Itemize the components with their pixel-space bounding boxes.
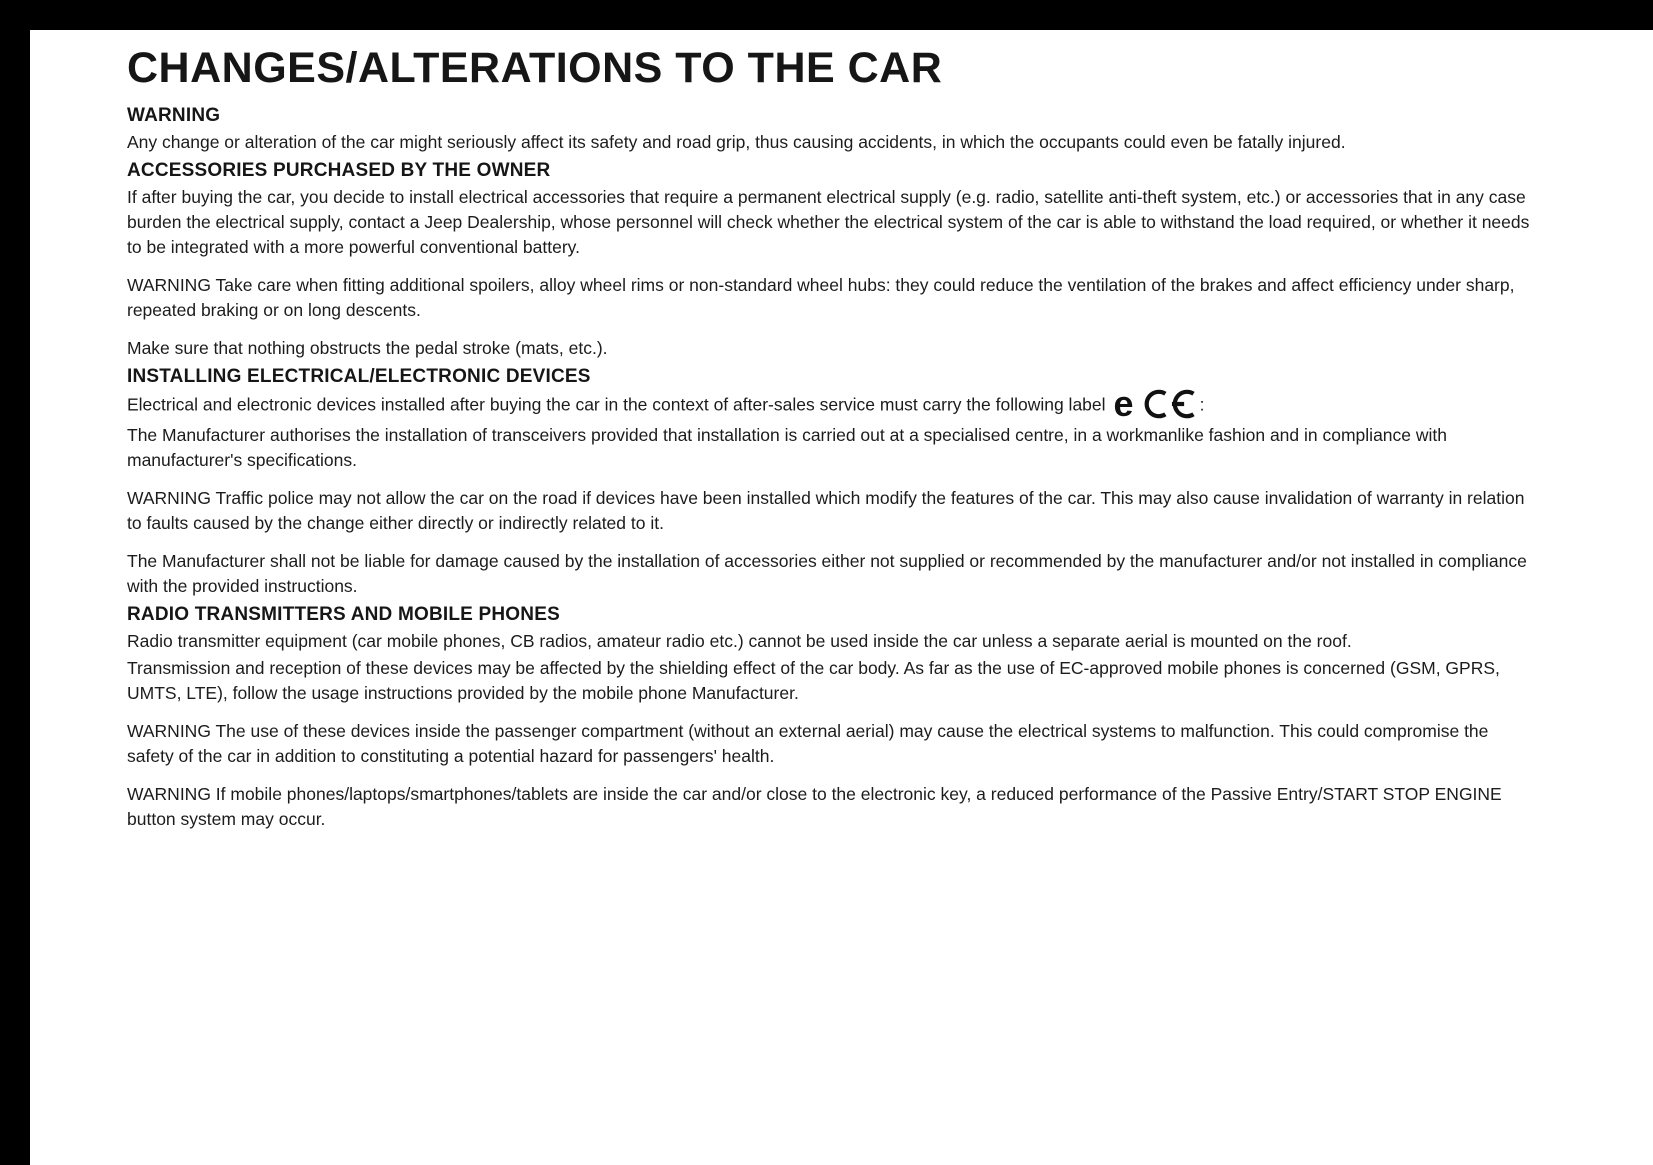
paragraph: Any change or alteration of the car might seriously affect its safety and road grip, thus causing accidents, in which the occupants could even be fatally injured. (127, 132, 1346, 153)
page-title: CHANGES/ALTERATIONS TO THE CAR (127, 44, 943, 92)
paragraph: The Manufacturer authorises the installation of transceivers provided that installation is carried out at a specialised centre, in a workmanlike fashion and in compliance with manufacturer's specifications. (127, 425, 1447, 471)
paragraph-with-label-marks (127, 383, 1535, 425)
paragraph: WARNING If mobile phones/laptops/smartphones/tablets are inside the car and/or close to the electronic key, a reduced performance of the Passive Entry/START STOP ENGINE button system may occur. (127, 784, 1502, 830)
paragraph: WARNING Take care when fitting additional spoilers, alloy wheel rims or non-standard wheel hubs: they could reduce the ventilation of the brakes and affect efficiency under sharp, repeated braking or on long descents. (127, 275, 1515, 321)
section-heading-installing-devices: INSTALLING ELECTRICAL/ELECTRONIC DEVICES (127, 366, 591, 388)
page-edge-top-bar (0, 0, 1653, 30)
label-text-before: Electrical and electronic devices installed after buying the car in the context of after-sales service must carry the following label (127, 394, 1106, 415)
paragraph: If after buying the car, you decide to install electrical accessories that require a permanent electrical supply (e.g. radio, satellite anti-theft system, etc.) or accessories that in any case burden the electrical supply, contact a Jeep Dealership, whose personnel will check whether the electrical system of the car is able to withstand the load required, or whether it needs to be integrated with a more powerful conventional battery. (127, 187, 1530, 258)
paragraph: WARNING The use of these devices inside the passenger compartment (without an external aerial) may cause the electrical systems to malfunction. This could compromise the safety of the car in addition to constituting a potential hazard for passengers' health. (127, 721, 1489, 767)
paragraph: The Manufacturer shall not be liable for damage caused by the installation of accessories either not supplied or recommended by the manufacturer and/or not installed in compliance with the provided instructions. (127, 551, 1527, 597)
paragraph: WARNING Traffic police may not allow the car on the road if devices have been installed which modify the features of the car. This may also cause invalidation of warranty in relation to faults caused by the change either directly or indirectly related to it. (127, 488, 1525, 534)
e-mark-icon: e (1113, 383, 1134, 425)
paragraph: Make sure that nothing obstructs the pedal stroke (mats, etc.). (127, 338, 608, 359)
paragraph: Radio transmitter equipment (car mobile phones, CB radios, amateur radio etc.) cannot be used inside the car unless a separate aerial is mounted on the roof. (127, 631, 1352, 652)
section-heading-accessories: ACCESSORIES PURCHASED BY THE OWNER (127, 160, 551, 182)
paragraph: Transmission and reception of these devices may be affected by the shielding effect of the car body. As far as the use of EC-approved mobile phones is concerned (GSM, GPRS, UMTS, LTE), follow the usage instructions provided by the mobile phone Manufacturer. (127, 658, 1500, 704)
page-edge-left-bar (0, 0, 30, 1165)
manual-page (127, 46, 1535, 834)
label-text-after: : (1199, 394, 1205, 415)
section-heading-radio-transmitters: RADIO TRANSMITTERS AND MOBILE PHONES (127, 604, 560, 626)
ce-mark-icon (1142, 389, 1200, 419)
section-heading-warning: WARNING (127, 105, 221, 127)
